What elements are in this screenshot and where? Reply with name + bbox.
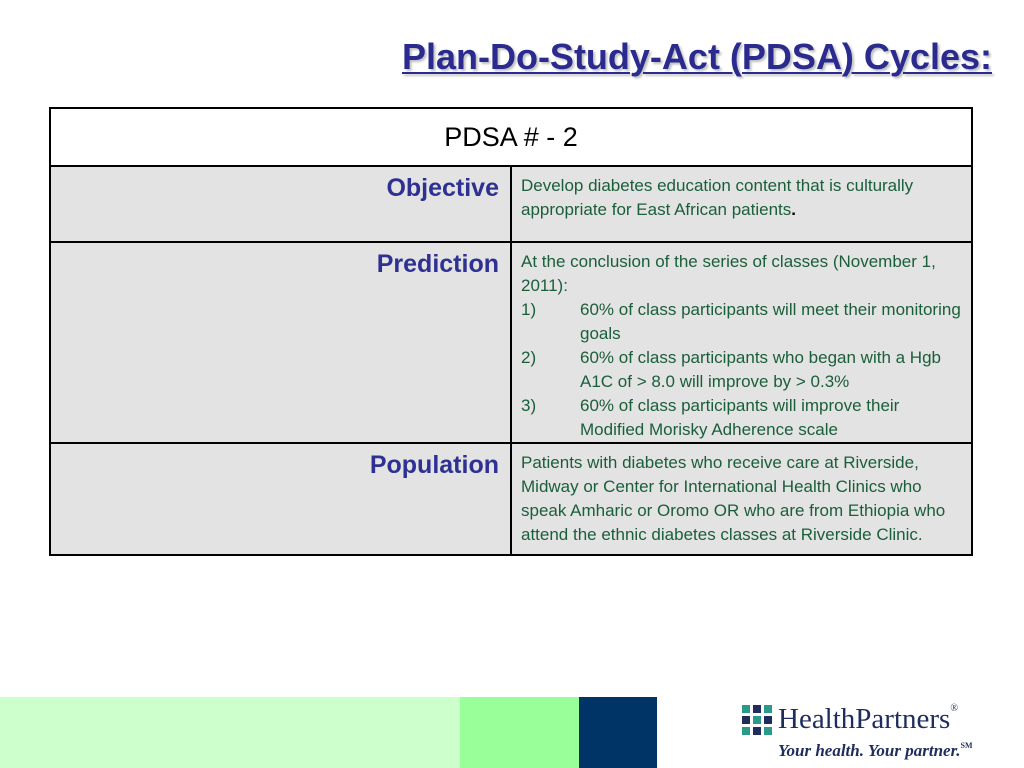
list-item	[521, 346, 963, 394]
table-row-prediction	[50, 242, 972, 443]
objective-period: .	[791, 200, 796, 219]
list-item-number: 3)	[521, 396, 537, 415]
footer-band-light-green	[0, 697, 460, 768]
list-item-text: 60% of class participants will improve their Modified Morisky Adherence scale	[580, 396, 900, 439]
prediction-content-cell	[511, 242, 972, 443]
prediction-list	[521, 298, 963, 442]
list-item	[521, 394, 963, 442]
list-item-number: 1)	[521, 300, 537, 319]
logo-name: HealthPartners®	[778, 703, 958, 735]
prediction-intro: At the conclusion of the series of classes (November 1, 2011):	[521, 252, 936, 295]
table-row-objective	[50, 166, 972, 242]
table-heading: PDSA # - 2	[444, 121, 578, 152]
pdsa-table	[49, 107, 973, 556]
objective-text: Develop diabetes education content that is culturally appropriate for East African patients	[521, 176, 914, 219]
population-label-cell	[50, 443, 511, 555]
list-item-text: 60% of class participants who began with a Hgb A1C of > 8.0 will improve by > 0.3%	[580, 348, 941, 391]
table-heading-cell	[50, 108, 972, 166]
population-label: Population	[369, 451, 499, 479]
logo-service-mark: SM	[960, 741, 973, 750]
objective-content-cell	[511, 166, 972, 242]
logo-tagline: Your health. Your partner.℠	[778, 741, 973, 760]
prediction-label-cell	[50, 242, 511, 443]
objective-label-cell	[50, 166, 511, 242]
table-header-row	[50, 108, 972, 166]
list-item-text: 60% of class participants will meet their monitoring goals	[580, 300, 961, 343]
list-item	[521, 298, 963, 346]
list-item-number: 2)	[521, 348, 537, 367]
slide-title: Plan-Do-Study-Act (PDSA) Cycles:	[401, 36, 992, 77]
table-row-population	[50, 443, 972, 555]
prediction-label: Prediction	[376, 250, 499, 278]
footer-band-navy	[579, 697, 657, 768]
population-text: Patients with diabetes who receive care at Riverside, Midway or Center for International Health Clinics who speak Amharic or Oromo OR who are from Ethiopia who attend the ethnic diabetes classes at Riverside Clinic.	[521, 453, 946, 544]
objective-label: Objective	[386, 174, 499, 202]
healthpartners-logo	[657, 697, 1024, 768]
footer-bar	[0, 697, 1024, 768]
healthpartners-logo-icon	[742, 705, 772, 735]
prediction-text-block	[512, 243, 971, 442]
population-content-cell	[511, 443, 972, 555]
logo-registered-mark: ®	[950, 703, 958, 714]
footer-band-green	[460, 697, 579, 768]
objective-text-block	[512, 167, 971, 222]
